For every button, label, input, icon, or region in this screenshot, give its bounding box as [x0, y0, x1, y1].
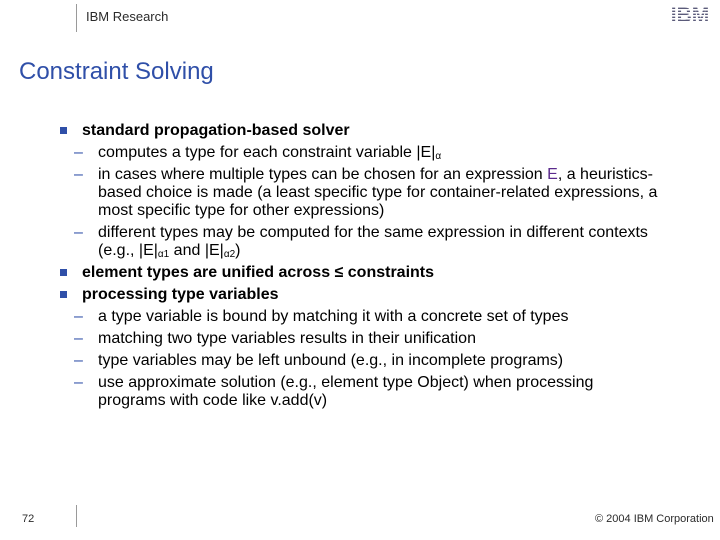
sub-bullet-unification: – matching two type variables results in their unification	[74, 330, 476, 347]
page-number: 72	[22, 513, 35, 525]
header-org: IBM Research	[86, 9, 169, 24]
sub-bullet-approximate: – use approximate solution (e.g., element type Object) when processing programs with code like v.add(v)	[74, 374, 594, 409]
bullet-solver: standard propagation-based solver	[60, 122, 660, 140]
dash-icon: –	[74, 166, 83, 183]
ibm-logo	[667, 3, 713, 25]
dash-icon: –	[74, 374, 83, 391]
sub-bullet-unbound: – type variables may be left unbound (e.g., in incomplete programs)	[74, 352, 564, 369]
bullet-type-variables: processing type variables	[60, 286, 660, 304]
header-divider	[76, 4, 77, 32]
copyright: © 2004 IBM Corporation	[595, 513, 714, 525]
bullet-square-icon	[60, 127, 67, 134]
sub-bullet-contexts: – different types may be computed for the same expression in different contexts (e.g., $|E|_{\alpha 1}$ and $|E|_{\alpha 2}$)	[74, 224, 648, 260]
bullet-element-types: element types are unified across ≤ constraints	[60, 264, 660, 282]
dash-icon: –	[74, 330, 83, 347]
dash-icon: –	[74, 352, 83, 369]
sub-bullet-heuristics: – in cases where multiple types can be chosen for an expression E, a heuristics-based choice is made (a least specific type for container-related expressions, a most specific type for other expressions)	[74, 166, 658, 219]
slide-body	[60, 122, 660, 414]
dash-icon: –	[74, 144, 83, 161]
bullet-square-icon	[60, 291, 67, 298]
dash-icon: –	[74, 224, 83, 241]
slide-title: Constraint Solving	[19, 58, 214, 85]
footer-divider	[76, 505, 77, 527]
dash-icon: –	[74, 308, 83, 325]
bullet-square-icon	[60, 269, 67, 276]
sub-bullet-bound: – a type variable is bound by matching it with a concrete set of types	[74, 308, 569, 325]
expr-e: E	[547, 166, 558, 183]
sub-bullet-computes: – computes a type for each constraint variable $|E|_\alpha$	[74, 144, 442, 162]
